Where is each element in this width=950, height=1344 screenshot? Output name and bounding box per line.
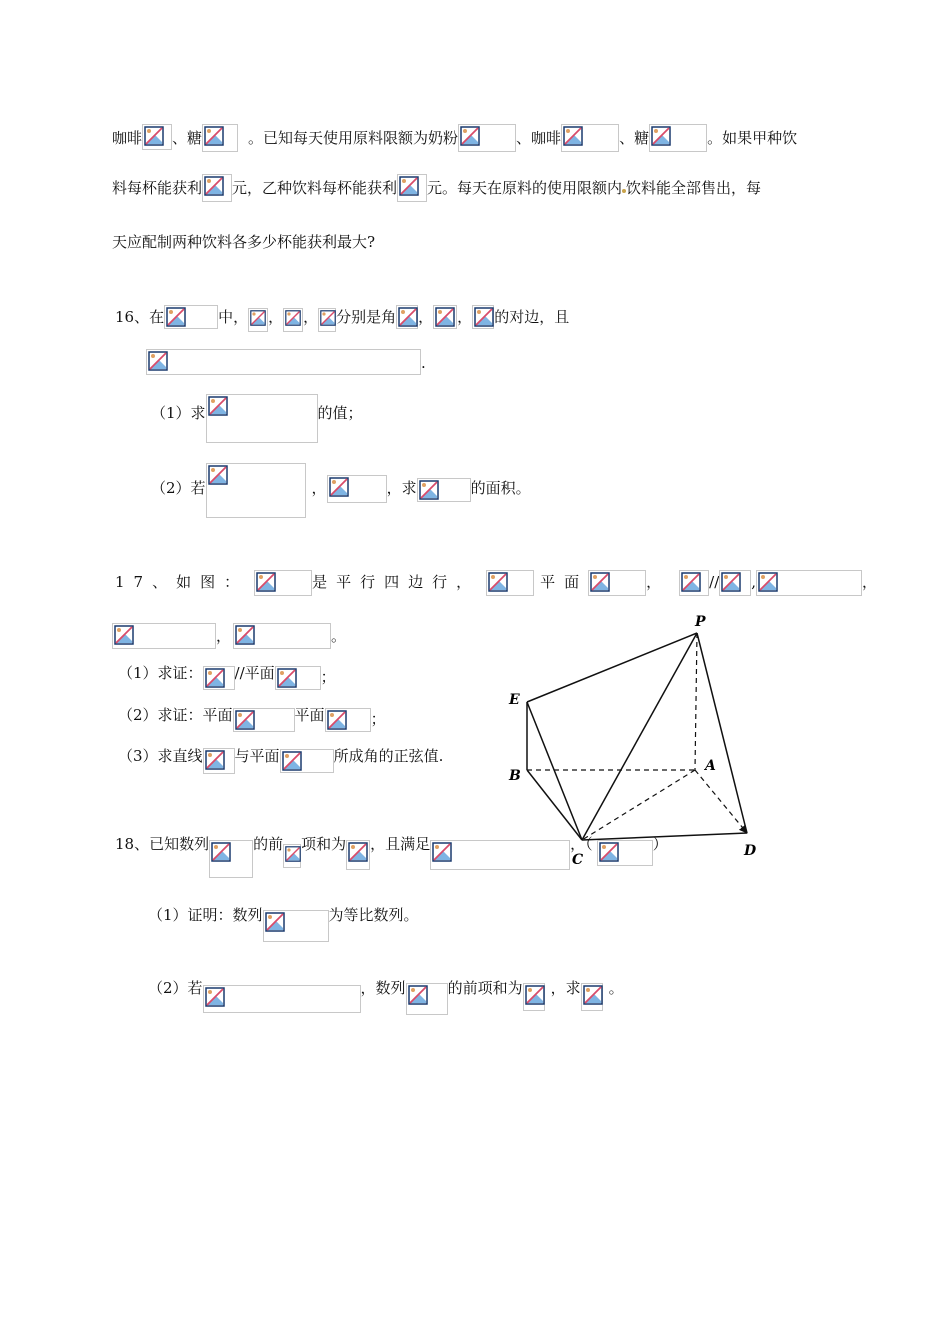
- edge-AC: [582, 770, 695, 840]
- formula-image: [206, 463, 306, 518]
- broken-image-icon: [460, 126, 480, 146]
- text: //: [709, 573, 720, 591]
- p17-line-2: [112, 623, 346, 649]
- text: 饮料能全部售出，每: [626, 179, 762, 197]
- broken-image-icon: [205, 668, 225, 688]
- formula-image: [254, 570, 312, 596]
- broken-image-icon: [721, 572, 741, 592]
- broken-image-icon: [583, 985, 603, 1005]
- broken-image-icon: [563, 126, 583, 146]
- formula-image: [649, 124, 707, 152]
- p17-question-2: [118, 704, 386, 732]
- text: （2）若: [148, 979, 203, 997]
- broken-image-icon: [208, 396, 228, 416]
- text: 。如果甲种饮: [707, 129, 798, 147]
- broken-image-icon: [327, 710, 347, 730]
- broken-image-icon: [525, 985, 545, 1005]
- text: 咖啡: [112, 129, 143, 147]
- edge-PA: [695, 633, 697, 770]
- broken-image-icon: [590, 572, 610, 592]
- formula-image: [486, 570, 534, 596]
- broken-image-icon: [398, 307, 418, 327]
- formula-image: [202, 174, 232, 202]
- text: ,: [751, 573, 757, 591]
- p18-line-1: [115, 832, 668, 878]
- edge-PC: [582, 633, 697, 840]
- broken-image-icon: [599, 842, 619, 862]
- p16-question-1: [151, 394, 363, 443]
- formula-image: [756, 570, 862, 596]
- formula-image: [325, 708, 371, 732]
- text: 平面: [540, 573, 589, 591]
- broken-image-icon: [435, 307, 455, 327]
- broken-image-icon: [285, 846, 301, 862]
- text: 、咖啡: [516, 129, 562, 147]
- broken-image-icon: [432, 842, 452, 862]
- broken-image-icon: [419, 480, 439, 500]
- formula-image: [588, 570, 646, 596]
- text: ；: [370, 710, 386, 728]
- formula-image: [248, 308, 268, 332]
- text: 17、如图：: [115, 573, 249, 591]
- text: 、糖: [619, 129, 650, 147]
- broken-image-icon: [235, 710, 255, 730]
- p16-line-1: [115, 305, 569, 332]
- formula-image: [581, 983, 603, 1011]
- formula-image: [327, 475, 387, 503]
- p18-question-1: [148, 902, 419, 942]
- text: 所成角的正弦值.: [333, 747, 444, 765]
- formula-image: [112, 623, 216, 649]
- p15-line-2: [112, 174, 761, 202]
- broken-image-icon: [329, 477, 349, 497]
- text: ，: [303, 308, 319, 326]
- formula-image: [458, 124, 516, 152]
- p15-line-1: [112, 124, 797, 152]
- broken-image-icon: [144, 126, 164, 146]
- edge-EC: [527, 702, 582, 840]
- formula-image: [146, 349, 421, 375]
- text: ，求: [386, 479, 417, 497]
- formula-image: [233, 708, 295, 732]
- broken-image-icon: [348, 842, 368, 862]
- broken-image-icon: [166, 307, 186, 327]
- text: 平面: [294, 706, 325, 724]
- text: 分别是角: [336, 308, 397, 326]
- text: //平面: [234, 664, 275, 682]
- text: ，且满足: [370, 835, 431, 853]
- broken-image-icon: [408, 985, 428, 1005]
- p17-line-1: [115, 570, 877, 596]
- text: 18、已知数列: [115, 835, 210, 853]
- broken-image-icon: [205, 750, 225, 770]
- formula-image: [433, 305, 457, 329]
- formula-image: [275, 666, 321, 690]
- edge-BC: [527, 770, 582, 840]
- broken-image-icon: [235, 625, 255, 645]
- text: （1）证明：数列: [148, 906, 263, 924]
- formula-image: [719, 570, 751, 596]
- formula-image: [561, 124, 619, 152]
- broken-image-icon: [204, 176, 224, 196]
- text: 的对边，且: [494, 308, 570, 326]
- formula-image: [280, 749, 334, 773]
- formula-image: [417, 478, 471, 502]
- text: 中，: [218, 308, 249, 326]
- formula-image: [203, 666, 235, 690]
- text: ，（: [570, 835, 593, 853]
- text: 与平面: [234, 747, 280, 765]
- text: 的前项和为: [447, 979, 523, 997]
- formula-image: [263, 910, 329, 942]
- broken-image-icon: [474, 307, 494, 327]
- text: 。: [608, 979, 624, 997]
- p17-question-1: [118, 662, 336, 690]
- broken-image-icon: [285, 310, 301, 326]
- text: 的值；: [317, 404, 363, 422]
- text: （2）求证：平面: [118, 706, 233, 724]
- broken-image-icon: [208, 465, 228, 485]
- text: 项和为: [301, 835, 347, 853]
- broken-image-icon: [114, 625, 134, 645]
- formula-image: [206, 394, 318, 443]
- formula-image: [397, 174, 427, 202]
- text: ，求: [550, 979, 581, 997]
- label-B: B: [509, 768, 521, 784]
- formula-image: [233, 623, 331, 649]
- text: ，: [268, 308, 284, 326]
- text: （1）求证：: [118, 664, 203, 682]
- text: .: [421, 354, 426, 372]
- formula-image: [346, 840, 370, 870]
- text: ）: [652, 835, 668, 853]
- label-A: A: [705, 758, 716, 774]
- formula-image: [203, 748, 235, 774]
- formula-image: [472, 305, 494, 329]
- text: ，: [862, 573, 878, 591]
- text: 为等比数列。: [328, 906, 419, 924]
- text: ，: [646, 573, 662, 591]
- text: 的前: [253, 835, 284, 853]
- formula-image: [202, 124, 238, 152]
- broken-image-icon: [320, 310, 336, 326]
- broken-image-icon: [399, 176, 419, 196]
- text: 。已知每天使用原料限额为奶粉: [248, 129, 459, 147]
- label-D: D: [744, 843, 757, 859]
- text: ，数列: [360, 979, 406, 997]
- text: （1）求: [151, 404, 206, 422]
- p17-question-3: [118, 745, 443, 774]
- p16-line-2: [146, 349, 426, 375]
- text: 。: [331, 627, 347, 645]
- broken-image-icon: [250, 310, 266, 326]
- broken-image-icon: [211, 842, 231, 862]
- label-P: P: [695, 614, 706, 630]
- formula-image: [283, 844, 301, 868]
- formula-image: [142, 124, 172, 150]
- text: 是平行四边行，: [312, 573, 481, 591]
- text: ，: [216, 627, 232, 645]
- label-C: C: [572, 852, 584, 867]
- geometry-figure: [500, 612, 770, 867]
- label-E: E: [509, 692, 520, 708]
- formula-image: [318, 308, 336, 332]
- formula-image: [209, 840, 253, 878]
- broken-image-icon: [758, 572, 778, 592]
- formula-image: [679, 570, 709, 596]
- text: 、糖: [172, 129, 203, 147]
- broken-image-icon: [205, 987, 225, 1007]
- p15-line-3: [112, 232, 375, 252]
- edge-PD: [697, 633, 747, 833]
- broken-image-icon: [277, 668, 297, 688]
- broken-image-icon: [204, 126, 224, 146]
- formula-image: [597, 840, 653, 866]
- broken-image-icon: [651, 126, 671, 146]
- text: ；: [320, 668, 336, 686]
- formula-image: [396, 305, 418, 329]
- text: 16、在: [115, 308, 165, 326]
- broken-image-icon: [681, 572, 701, 592]
- formula-image: [283, 308, 303, 332]
- text: 的面积。: [470, 479, 531, 497]
- formula-image: [406, 983, 448, 1015]
- text: （3）求直线: [118, 747, 203, 765]
- p16-question-2: [151, 463, 531, 518]
- broken-image-icon: [148, 351, 168, 371]
- edge-EP: [527, 633, 697, 702]
- broken-image-icon: [488, 572, 508, 592]
- text: ，: [418, 308, 434, 326]
- formula-image: [164, 305, 218, 329]
- broken-image-icon: [282, 751, 302, 771]
- text: （2）若: [151, 479, 206, 497]
- text: ，: [311, 479, 327, 497]
- p18-question-2: [148, 975, 624, 1015]
- formula-image: [523, 983, 545, 1011]
- text: 天应配制两种饮料各多少杯能获利最大?: [112, 233, 376, 251]
- broken-image-icon: [265, 912, 285, 932]
- formula-image: [430, 840, 570, 870]
- formula-image: [203, 985, 361, 1013]
- text: 元，乙种饮料每杯能获利: [232, 179, 398, 197]
- text: 元。每天在原料的使用限额内: [427, 179, 623, 197]
- text: ，: [457, 308, 473, 326]
- broken-image-icon: [256, 572, 276, 592]
- text: 料每杯能获利: [112, 179, 203, 197]
